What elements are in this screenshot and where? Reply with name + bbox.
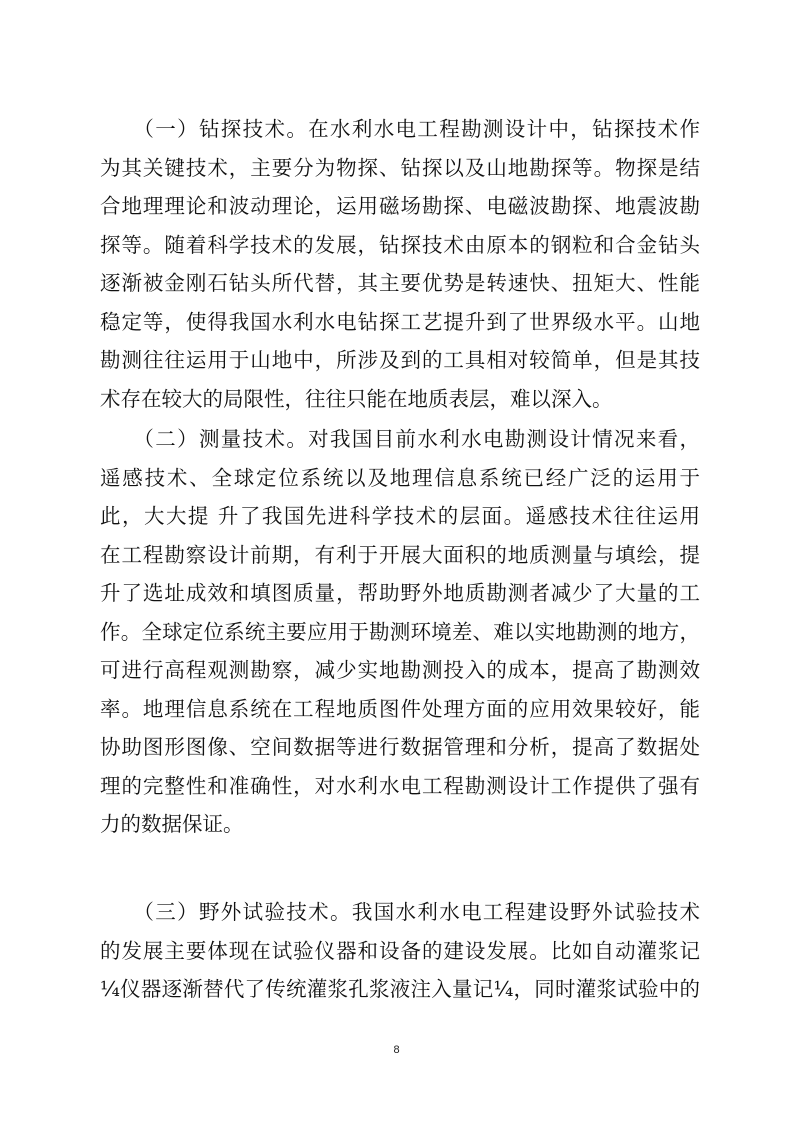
paragraph-drilling-technology xyxy=(100,110,700,418)
text-line: 作。全球定位系统主要应用于勘测环境差、难以实地勘测的地方， xyxy=(100,619,700,644)
text-line: 探等。随着科学技术的发展，钻探技术由原本的钢粒和合金钻头 xyxy=(100,232,700,257)
text-line: 理的完整性和准确性，对水利水电工程勘测设计工作提供了强有 xyxy=(100,773,700,798)
text-line: 遥感技术、全球定位系统以及地理信息系统已经广泛的运用于 xyxy=(100,465,700,490)
text-line: 此，大大提 升了我国先进科学技术的层面。遥感技术往往运用 xyxy=(100,504,700,528)
text-line: 率。地理信息系统在工程地质图件处理方面的应用效果较好，能 xyxy=(100,696,700,721)
text-line: 逐渐被金刚石钻头所代替，其主要优势是转速快、扭矩大、性能 xyxy=(100,271,700,295)
text-line: 协助图形图像、空间数据等进行数据管理和分析，提高了数据处 xyxy=(100,735,700,759)
text-line: 升了选址成效和填图质量，帮助野外地质勘测者减少了大量的工 xyxy=(100,581,700,605)
text-line: 稳定等，使得我国水利水电钻探工艺提升到了世界级水平。山地 xyxy=(100,309,700,334)
page-number: 8 xyxy=(393,1044,400,1056)
text-line: 在工程勘察设计前期，有利于开展大面积的地质测量与填绘，提 xyxy=(100,542,700,567)
text-line: 可进行高程观测勘察，减少实地勘测投入的成本，提高了勘测效 xyxy=(100,658,700,682)
text-line: 为其关键技术，主要分为物探、钻探以及山地勘探等。物探是结 xyxy=(100,155,700,180)
text-line: 勘测往往运用于山地中，所涉及到的工具相对较简单，但是其技 xyxy=(100,348,700,372)
paragraph-survey-technology xyxy=(100,420,700,844)
paragraph-field-test-technology xyxy=(100,893,700,1009)
text-line: （二）测量技术。对我国目前水利水电勘测设计情况来看， xyxy=(100,427,700,451)
text-line: 力的数据保证。 xyxy=(100,812,244,836)
text-line: （三）野外试验技术。我国水利水电工程建设野外试验技术 xyxy=(100,900,700,924)
text-line: （一）钻探技术。在水利水电工程勘测设计中，钻探技术作 xyxy=(100,117,700,141)
text-line: 合地理理论和波动理论，运用磁场勘探、电磁波勘探、地震波勘 xyxy=(100,194,700,218)
text-line: 的发展主要体现在试验仪器和设备的建设发展。比如自动灌浆记 xyxy=(100,938,700,963)
text-line: 术存在较大的局限性，往往只能在地质表层，难以深入。 xyxy=(100,386,613,411)
text-line: ¼仪器逐渐替代了传统灌浆孔浆液注入量记¼，同时灌浆试验中的 xyxy=(100,977,700,1001)
